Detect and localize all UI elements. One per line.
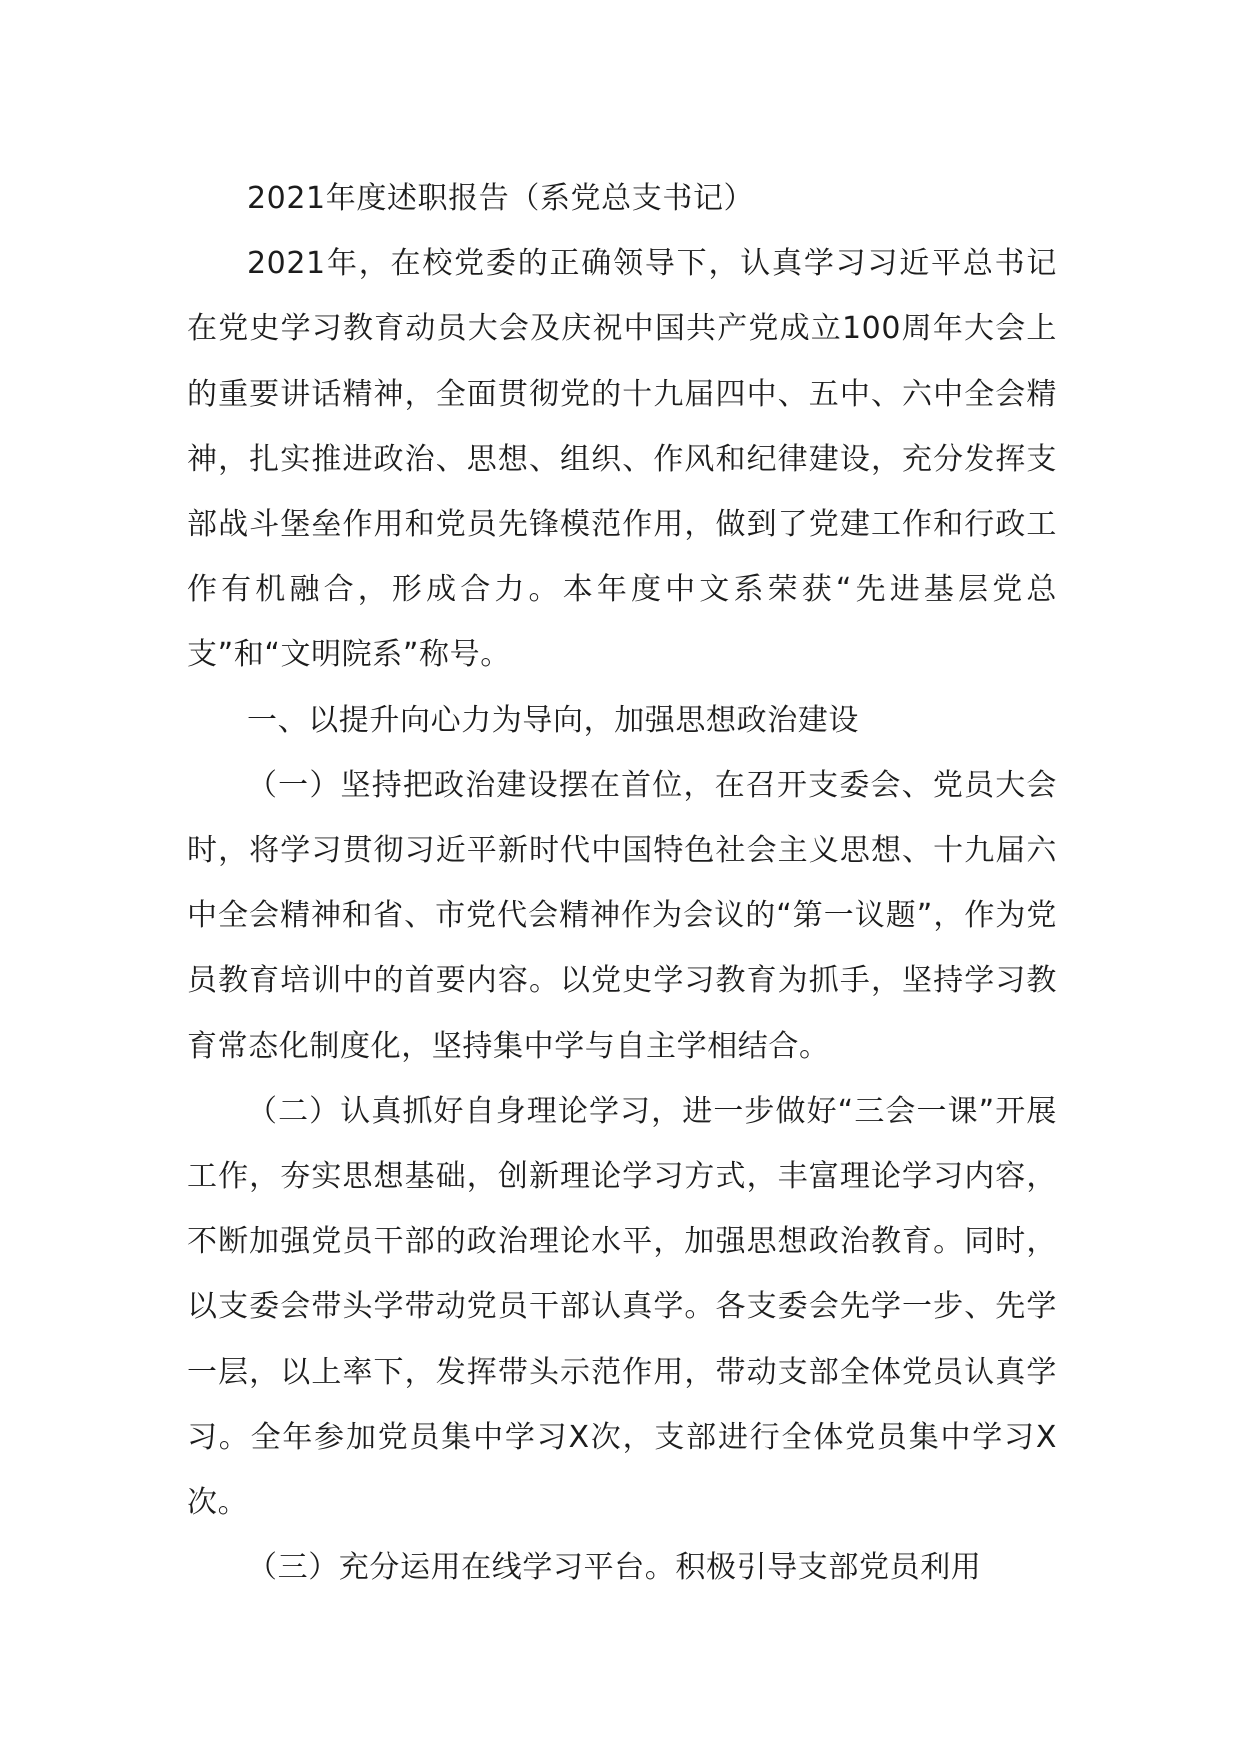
document-title: 2021年度述职报告（系党总支书记） xyxy=(247,181,755,216)
document-body xyxy=(187,166,1057,1600)
paragraph-item-1: （一）坚持把政治建设摆在首位，在召开支委会、党员大会时，将学习贯彻习近平新时代中国特色社会主义思想、十九届六中全会精神和省、市党代会精神作为会议的“第一议题”，作为党员教育培训中的首要内容。以党史学习教育为抓手，坚持学习教育常态化制度化，坚持集中学与自主学相结合。 xyxy=(187,767,1057,1064)
paragraph-intro: 2021年，在校党委的正确领导下，认真学习习近平总书记在党史学习教育动员大会及庆祝中国共产党成立100周年大会上的重要讲话精神，全面贯彻党的十九届四中、五中、六中全会精神，扎实推进政治、思想、组织、作风和纪律建设，充分发挥支部战斗堡垒作用和党员先锋模范作用，做到了党建工作和行政工作有机融合，形成合力。本年度中文系荣获“先进基层党总支”和“文明院系”称号。 xyxy=(187,246,1057,673)
section-heading-1: 一、以提升向心力为导向，加强思想政治建设 xyxy=(247,702,859,738)
paragraph-item-3: （三）充分运用在线学习平台。积极引导支部党员利用 xyxy=(247,1550,982,1586)
paragraph-item-2: （二）认真抓好自身理论学习，进一步做好“三会一课”开展工作，夯实思想基础，创新理论学习方式，丰富理论学习内容，不断加强党员干部的政治理论水平，加强思想政治教育。同时，以支委会带头学带动党员干部认真学。各支委会先学一步、先学一层，以上率下，发挥带头示范作用，带动支部全体党员认真学习。全年参加党员集中学习X次，支部进行全体党员集中学习X次。 xyxy=(187,1093,1057,1521)
